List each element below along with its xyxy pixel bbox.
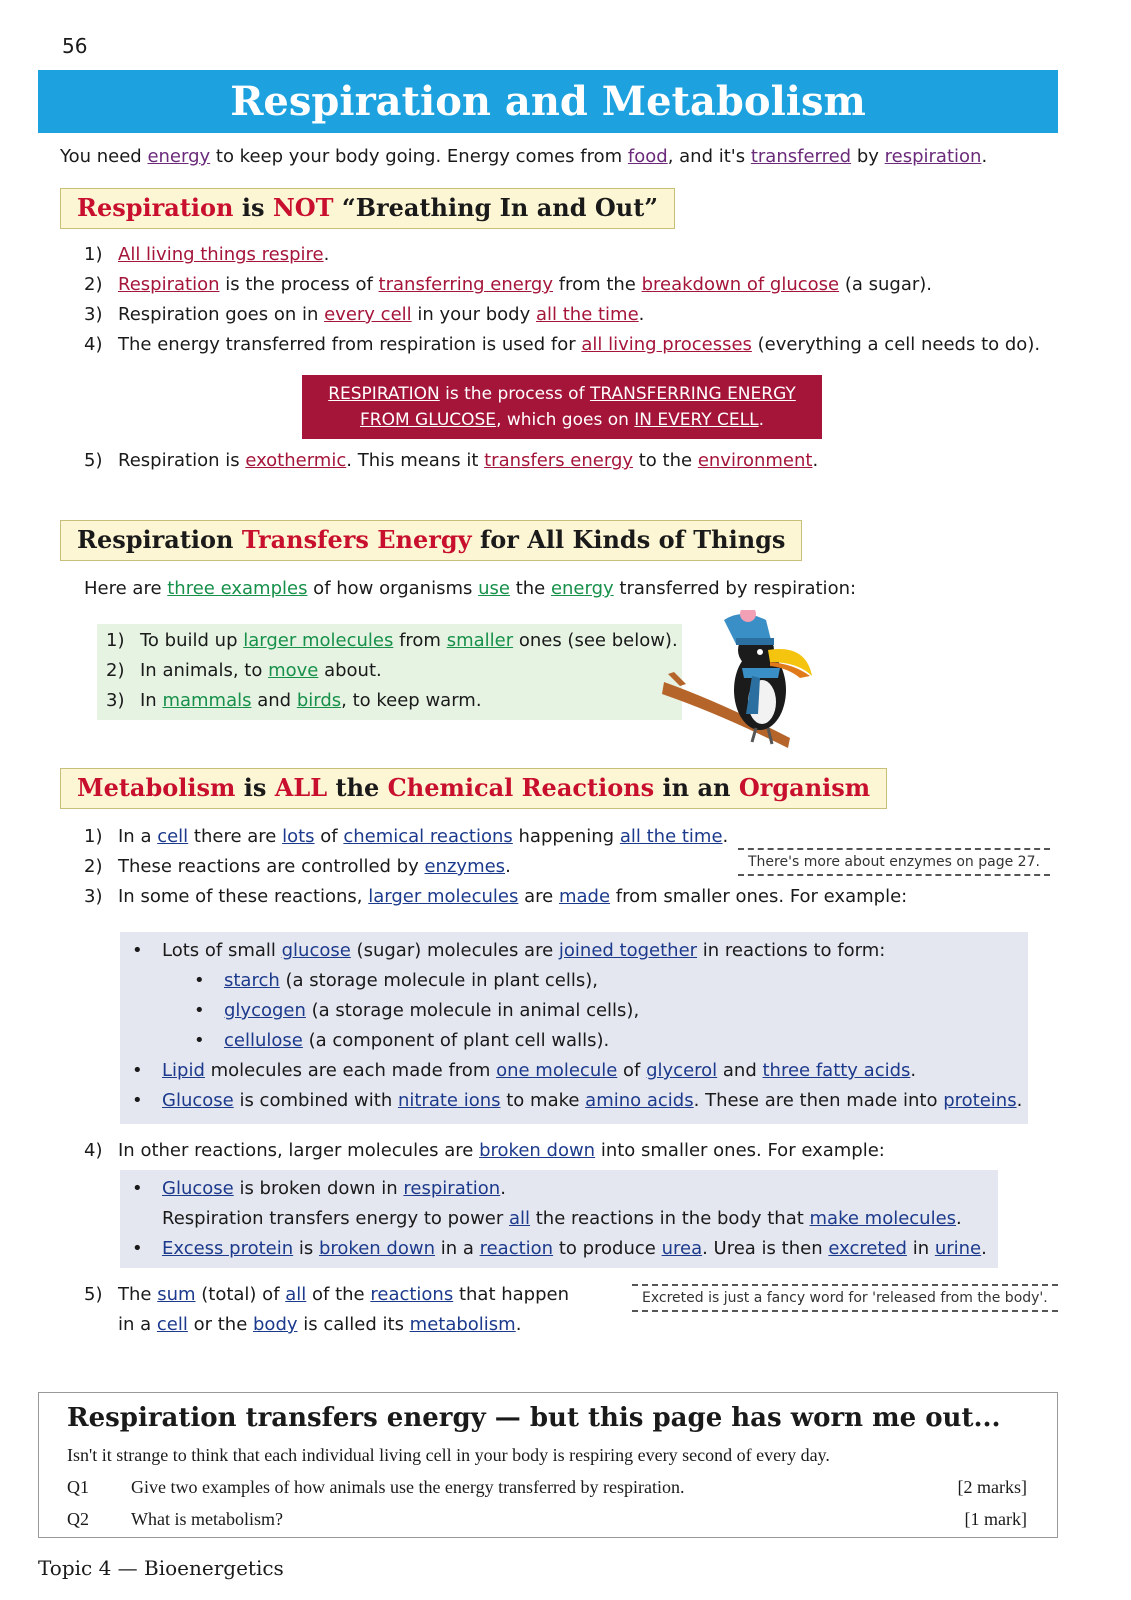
intro-text-part: You need [60,146,148,167]
keyword: transferring energy [378,274,553,295]
keyword: glycerol [646,1060,718,1081]
question-text: What is metabolism? [131,1509,283,1529]
keyword: glucose [281,940,351,961]
item-number: 1) [84,244,103,265]
keyword: all living processes [581,334,752,355]
toucan-illustration [660,610,820,760]
keyword: cell [157,826,189,847]
keyword: all the time [619,826,723,847]
bullet-text: . [981,1238,987,1259]
section-heading-metabolism [60,768,887,809]
item-text: ones (see below). [513,630,678,651]
item-text: (a sugar). [839,274,933,295]
intro-part: the [509,578,551,599]
keyword: reaction [479,1238,554,1259]
keyword: smaller [446,630,514,651]
item-number: 5) [84,450,103,471]
heading-part: Organism [738,773,871,802]
intro-text-part: by [851,146,885,167]
bullet-item: • Lipid molecules are each made from one molecule of glycerol and three fatty acids. [132,1060,917,1081]
sub-bullet-item: • glycogen (a storage molecule in animal cells), [194,1000,640,1021]
bullet-text: (a storage molecule in animal cells), [305,1000,640,1021]
keyword: lots [282,826,315,847]
item-text: To build up [140,630,244,651]
keyword: mammals [162,690,252,711]
item-text: that happen [453,1284,570,1305]
item-text: there are [188,826,283,847]
keyword: exothermic [245,450,347,471]
item-number: 2) [84,274,103,295]
item-text: of [314,826,344,847]
item-text: The energy transferred from respiration is used for [118,334,582,355]
item-text: is called its [297,1314,410,1335]
respiration-list-continued [84,446,818,476]
keyword: larger molecules [368,886,519,907]
keyword: broken down [318,1238,435,1259]
bullet-text: in [906,1238,935,1259]
item-number: 4) [84,334,103,355]
keyword-food: food [627,146,668,167]
item-text: In some of these reactions, [118,886,369,907]
heading-part: NOT [272,193,334,222]
item-text: . [638,304,645,325]
page-number: 56 [62,34,88,58]
item-number: 2) [84,856,103,877]
keyword: make molecules [809,1208,957,1229]
bullet-text: . [956,1208,962,1229]
keyword: Respiration [118,274,220,295]
bullet-text: in reactions to form: [697,940,886,961]
heading-part: ALL [274,773,328,802]
heading-part: Respiration [77,193,234,222]
bullet-item: • Glucose is broken down in respiration. [132,1178,506,1199]
bullet-text: and [717,1060,763,1081]
list-item [84,300,1040,330]
keyword: energy [550,578,614,599]
keyword: metabolism [409,1314,516,1335]
item-text: . [722,826,729,847]
key-term: TRANSFERRING ENERGY [589,384,796,404]
keyword: excreted [828,1238,907,1259]
keyword: use [478,578,510,599]
list-item [84,270,1040,300]
intro-text-part: . [981,146,988,167]
keyword: amino acids [585,1090,694,1111]
item-text: . [515,1314,522,1335]
keyword: all [508,1208,531,1229]
section-heading-transfers-energy [60,520,802,561]
metabolism-list-item5 [84,1280,569,1340]
bullet-text: to make [500,1090,586,1111]
page-title: Respiration and Metabolism [230,78,866,125]
key-term: FROM GLUCOSE [359,410,497,430]
list-item [106,626,678,656]
intro-text [60,146,987,167]
item-text: , to keep warm. [341,690,482,711]
key-definition-box [302,375,822,439]
keyword: three examples [167,578,308,599]
item-text: . [812,450,819,471]
keyword: body [253,1314,298,1335]
item-number: 1) [84,826,103,847]
intro-part: of how organisms [307,578,479,599]
keyword: proteins [943,1090,1017,1111]
item-text: In other reactions, larger molecules are [118,1140,480,1161]
item-text: from smaller ones. For example: [610,886,908,907]
bullet-text: . [500,1178,506,1199]
keyword: birds [296,690,342,711]
bullet-text: Respiration transfers energy to power [162,1208,509,1229]
item-text: from the [553,274,642,295]
keyword: urine [934,1238,982,1259]
item-text: happening [512,826,620,847]
keyword: Lipid [162,1060,205,1081]
keyword: Excess protein [162,1238,294,1259]
page-footer: Topic 4 — Bioenergetics [38,1556,284,1580]
heading-part: in an [654,773,739,802]
item-text: . [323,244,330,265]
keyword: Glucose [162,1178,234,1199]
item-text: in a [118,1314,157,1335]
item-text: and [251,690,297,711]
keyword: environment [697,450,813,471]
keyword: cell [156,1314,188,1335]
bullet-text: of [617,1060,647,1081]
energy-uses-list [106,626,678,716]
question-text: Give two examples of how animals use the energy transferred by respiration. [131,1477,685,1497]
list-item [84,1280,569,1310]
page-title-bar [38,70,1058,133]
bullet-text: molecules are each made from [204,1060,497,1081]
keyword: chemical reactions [343,826,513,847]
item-number: 2) [106,660,125,681]
keyword: larger molecules [243,630,394,651]
bullet-text: Lots of small [162,940,282,961]
heading-part: Metabolism [77,773,236,802]
bullet-text: (a component of plant cell walls). [302,1030,610,1051]
item-text: are [518,886,559,907]
bullet-text: . [1016,1090,1023,1111]
item-text: These reactions are controlled by [118,856,425,877]
item-text: In [140,690,163,711]
breaking-examples [132,1174,987,1264]
item-text: from [393,630,447,651]
keyword: all [285,1284,307,1305]
side-note-enzymes: There's more about enzymes on page 27. [738,848,1050,876]
keyword: all the time [535,304,639,325]
keyword: every cell [324,304,412,325]
summary-text: Isn't it strange to think that each individual living cell in your body is respiring every second of every day. [67,1445,830,1465]
bullet-item: • Excess protein is broken down in a reaction to produce urea. Urea is then excreted in urine. [132,1238,987,1259]
key-term: IN EVERY CELL [634,410,759,430]
item-number: 4) [84,1140,103,1161]
key-text: . [758,410,765,430]
intro-part: transferred by respiration: [613,578,857,599]
summary-heading: Respiration transfers energy — but this page has worn me out... [67,1403,1001,1433]
item-text: of the [306,1284,371,1305]
list-item [84,882,907,912]
item-text: is the process of [219,274,379,295]
item-text: In animals, to [140,660,269,681]
key-text: is the process of [439,384,590,404]
item-number: 1) [106,630,125,651]
heading-part: is [235,773,275,802]
bullet-text: . [910,1060,917,1081]
respiration-list [84,240,1040,360]
metabolism-list-item4 [84,1136,885,1166]
item-text: . [505,856,511,877]
bullet-text: (sugar) molecules are [350,940,559,961]
keyword: All living things respire [118,244,324,265]
item-text: Respiration goes on in [118,304,325,325]
keyword: joined together [558,940,698,961]
heading-part: Chemical Reactions [387,773,655,802]
bullet-text: to produce [553,1238,662,1259]
keyword: breakdown of glucose [641,274,840,295]
bullet-item: • Glucose is combined with nitrate ions to make amino acids. These are then made into proteins. [132,1090,1023,1111]
keyword: glycogen [224,1000,306,1021]
section-heading-respiration [60,188,675,229]
item-text: The [118,1284,158,1305]
keyword: sum [157,1284,196,1305]
bullet-text: (a storage molecule in plant cells), [279,970,598,991]
question-marks: [2 marks] [957,1477,1027,1497]
building-examples [132,936,1023,1116]
key-term: RESPIRATION [328,384,440,404]
item-number: 3) [84,304,103,325]
bullet-text: is [293,1238,319,1259]
keyword: respiration [403,1178,501,1199]
key-text: , which goes on [496,410,635,430]
item-text: to the [633,450,698,471]
intro-text-part: , and it's [667,146,751,167]
heading-part: is [233,193,273,222]
bullet-continuation [162,1204,987,1234]
item-text: (total) of [195,1284,286,1305]
item-text: Respiration is [118,450,246,471]
bullet-text: in a [434,1238,480,1259]
keyword: three fatty acids [762,1060,911,1081]
keyword: cellulose [224,1030,303,1051]
list-item [84,240,1040,270]
item-text: about. [318,660,382,681]
keyword: reactions [370,1284,454,1305]
summary-box [38,1392,1058,1538]
list-item [106,656,678,686]
item-text: or the [187,1314,253,1335]
keyword: starch [224,970,280,991]
heading-part: for All Kinds of Things [471,525,786,554]
question-marks: [1 mark] [964,1509,1027,1529]
keyword: enzymes [424,856,506,877]
keyword: move [268,660,319,681]
heading-part: Respiration [77,525,242,554]
item-text: In a [118,826,158,847]
heading-part: “Breathing In and Out” [333,193,659,222]
item-text: (everything a cell needs to do). [751,334,1041,355]
list-item [84,446,818,476]
item-text: . This means it [346,450,485,471]
list-item [106,686,678,716]
keyword: Glucose [162,1090,234,1111]
sub-bullet-item: • cellulose (a component of plant cell walls). [194,1030,610,1051]
intro-text-part: to keep your body going. Energy comes from [210,146,628,167]
keyword: nitrate ions [397,1090,501,1111]
bullet-text: is broken down in [233,1178,404,1199]
item-number: 5) [84,1284,103,1305]
keyword: made [558,886,611,907]
side-note-excreted: Excreted is just a fancy word for 'released from the body'. [632,1284,1058,1312]
section2-intro [84,578,856,599]
bullet-text: is combined with [233,1090,398,1111]
keyword: transfers energy [484,450,634,471]
list-item-continuation [84,1310,569,1340]
sub-bullet-item: • starch (a storage molecule in plant cells), [194,970,598,991]
bullet-item: • Lots of small glucose (sugar) molecules are joined together in reactions to form: [132,940,886,961]
list-item [84,1136,885,1166]
heading-part: Transfers Energy [241,525,472,554]
keyword: broken down [479,1140,596,1161]
item-text: into smaller ones. For example: [595,1140,885,1161]
keyword-energy: energy [147,146,211,167]
bullet-text: the reactions in the body that [530,1208,810,1229]
item-number: 3) [106,690,125,711]
keyword: one molecule [496,1060,618,1081]
keyword-respiration: respiration [884,146,982,167]
keyword-transferred: transferred [750,146,852,167]
list-item [84,330,1040,360]
item-number: 3) [84,886,103,907]
question-label: Q2 [67,1509,89,1529]
intro-part: Here are [84,578,168,599]
bullet-text: . These are then made into [693,1090,944,1111]
question-label: Q1 [67,1477,89,1497]
keyword: urea [661,1238,703,1259]
bullet-text: . Urea is then [702,1238,829,1259]
item-text: in your body [411,304,536,325]
heading-part: the [327,773,388,802]
